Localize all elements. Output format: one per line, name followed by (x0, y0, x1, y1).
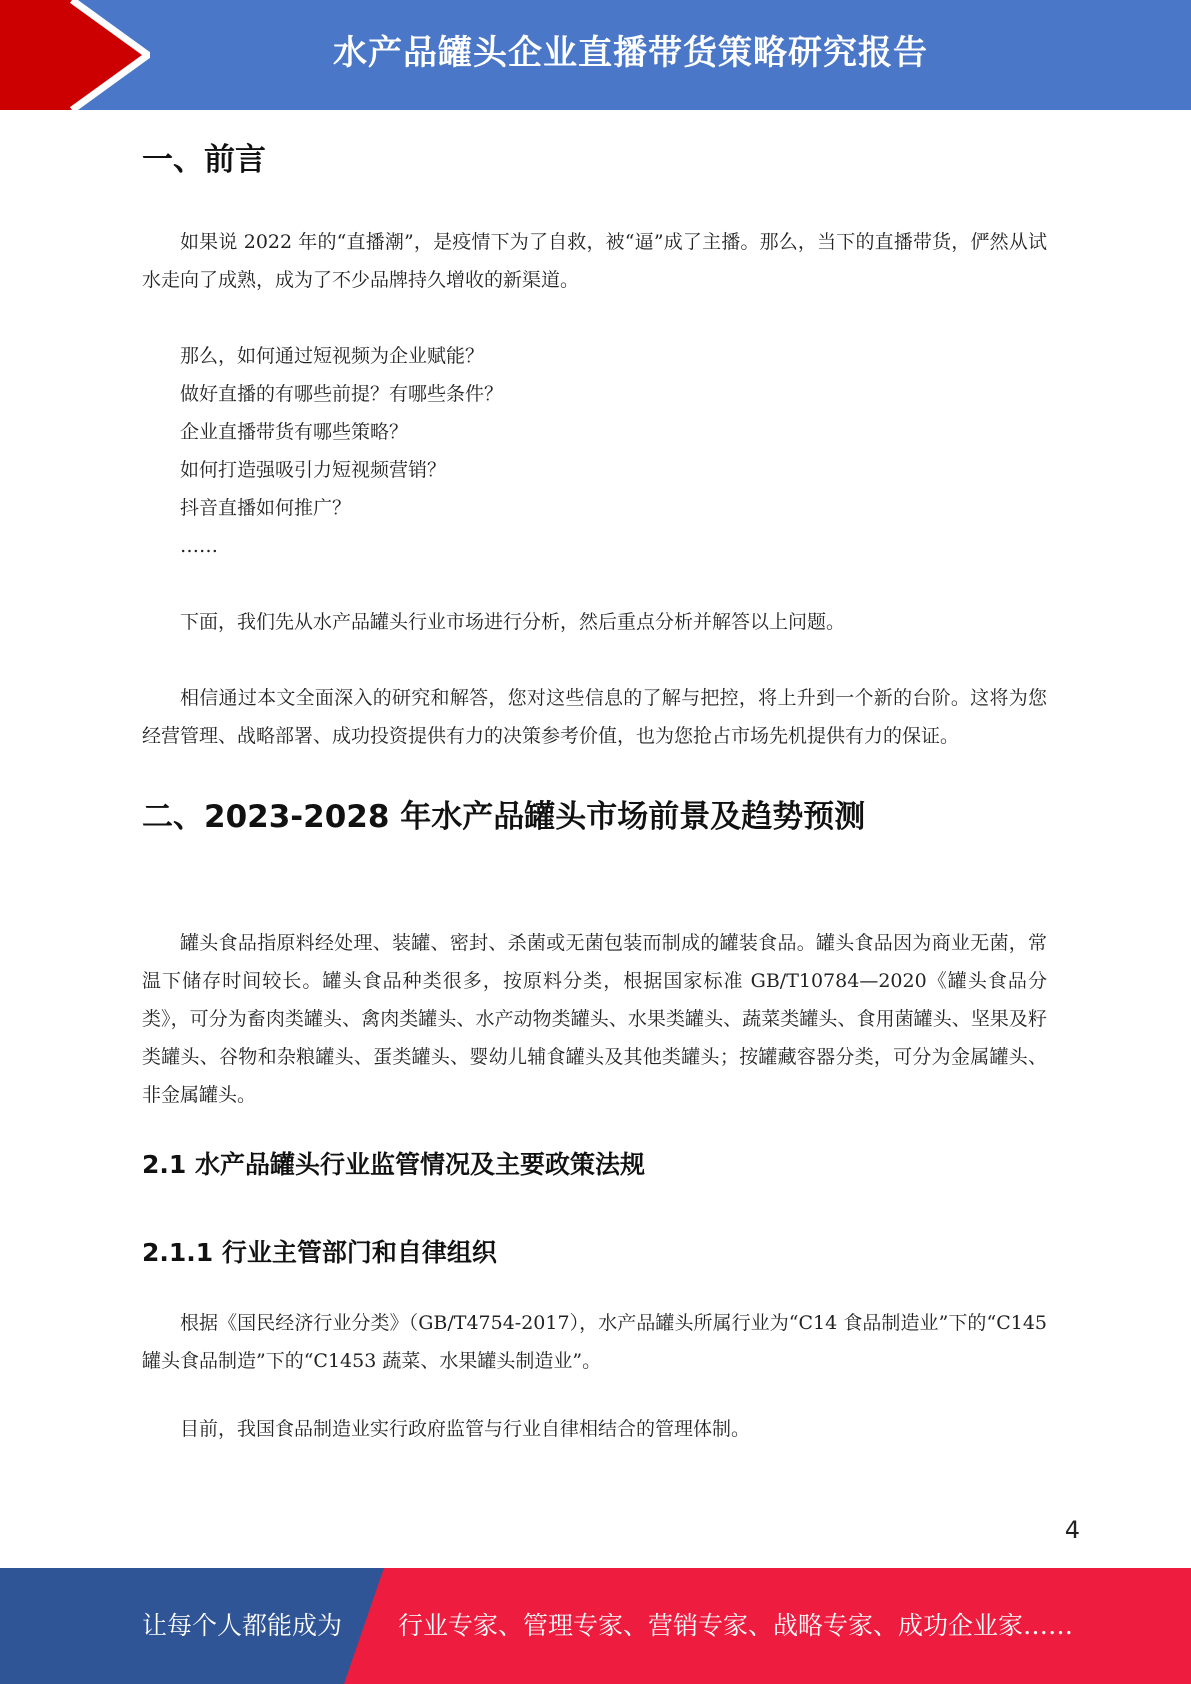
section-heading-market-forecast: 二、2023-2028 年水产品罐头市场前景及趋势预测 (142, 799, 866, 836)
page-number: 4 (1064, 1516, 1080, 1544)
question-item: 企业直播带货有哪些策略？ (180, 421, 409, 444)
paragraph: 下面，我们先从水产品罐头行业市场进行分析，然后重点分析并解答以上问题。 (180, 611, 846, 634)
section-heading-preface: 一、前言 (142, 142, 266, 178)
question-list (142, 337, 1047, 565)
header-arrow-decoration (0, 0, 150, 110)
footer-banner (0, 1568, 1191, 1684)
question-item: 如何打造强吸引力短视频营销？ (180, 459, 447, 482)
paragraph: 目前，我国食品制造业实行政府监管与行业自律相结合的管理体制。 (180, 1418, 751, 1441)
question-item: 抖音直播如何推广？ (180, 497, 352, 520)
header-banner (0, 0, 1191, 110)
question-item: 那么，如何通过短视频为企业赋能？ (180, 345, 485, 368)
paragraph: 罐头食品指原料经处理、装罐、密封、杀菌或无菌包装而制成的罐装食品。罐头食品因为商业无菌，常温下储存时间较长。罐头食品种类很多，按原料分类，根据国家标准 GB/T10784—2020《罐头食品分类》，可分为畜肉类罐头、禽肉类罐头、水产动物类罐头、水果类罐头、蔬菜类罐头、食用菌罐头、坚果及籽类罐头、谷物和杂粮罐头、蛋类罐头、婴幼儿辅食罐头及其他类罐头；按罐藏容器分类，可分为金属罐头、非金属罐头。 (142, 932, 1047, 1107)
document-title: 水产品罐头企业直播带货策略研究报告 (333, 33, 928, 73)
paragraph: 根据《国民经济行业分类》（GB/T4754-2017），水产品罐头所属行业为“C14 食品制造业”下的“C145 罐头食品制造”下的“C1453 蔬菜、水果罐头制造业”。 (142, 1312, 1047, 1373)
paragraph: 如果说 2022 年的“直播潮”，是疫情下为了自救，被“逼”成了主播。那么，当下的直播带货，俨然从试水走向了成熟，成为了不少品牌持久增收的新渠道。 (142, 231, 1047, 292)
subsection-heading-regulation: 2.1 水产品罐头行业监管情况及主要政策法规 (142, 1150, 645, 1180)
page-content (142, 110, 1047, 1448)
paragraph: 相信通过本文全面深入的研究和解答，您对这些信息的了解与把控，将上升到一个新的台阶。这将为您经营管理、战略部署、成功投资提供有力的决策参考价值，也为您抢占市场先机提供有力的保证。 (142, 687, 1047, 748)
footer-slogan-right: 行业专家、管理专家、营销专家、战略专家、成功企业家…… (398, 1611, 1074, 1640)
question-item: …… (180, 535, 218, 558)
footer-slogan-left: 让每个人都能成为 (142, 1611, 343, 1640)
question-item: 做好直播的有哪些前提？有哪些条件？ (180, 383, 504, 406)
subsection-heading-authorities: 2.1.1 行业主管部门和自律组织 (142, 1238, 497, 1268)
